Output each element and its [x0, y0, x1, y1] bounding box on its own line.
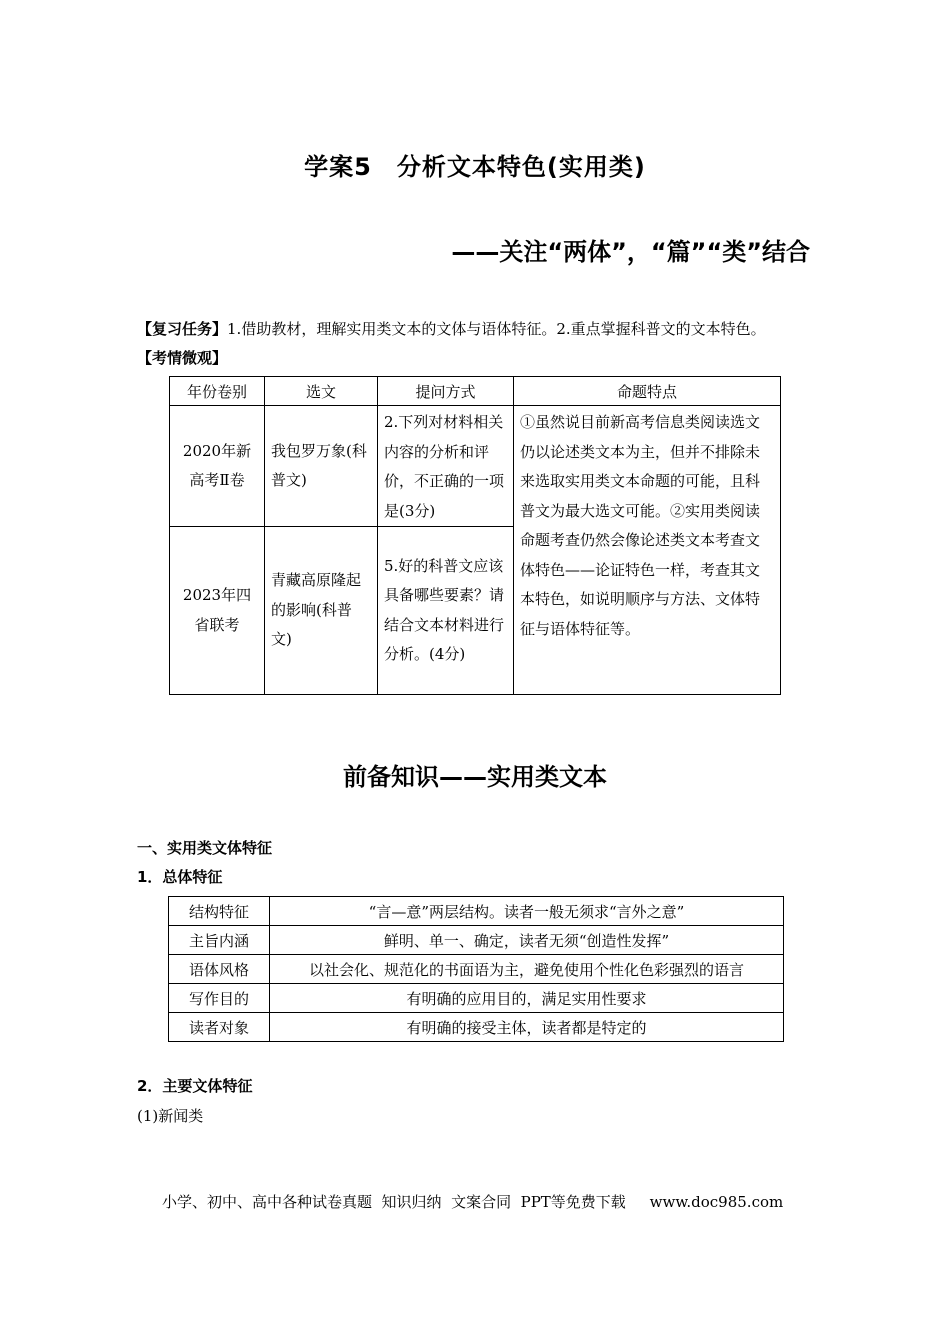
feature-key: 语体风格: [169, 955, 270, 984]
table-row: [169, 984, 784, 1013]
page-footer: 小学、初中、高中各种试卷真题 知识归纳 文案合同 PPT等免费下载 www.doc985.com: [162, 1193, 784, 1211]
table-row: [169, 1013, 784, 1042]
row-question: 5.好的科普文应该具备哪些要素？请结合文本材料进行分析。(4分): [378, 527, 514, 695]
exam-overview-label: 【考情微观】: [137, 349, 228, 367]
feature-value: “言—意”两层结构。读者一般无须求“言外之意”: [270, 897, 784, 926]
heading-news: (1)新闻类: [137, 1107, 204, 1125]
section-title: 前备知识——实用类文本: [343, 763, 607, 791]
row-year: 2023年四省联考: [170, 527, 265, 695]
overall-features-table: [168, 896, 784, 1042]
table-row: [169, 926, 784, 955]
row-question: 2.下列对材料相关内容的分析和评价，不正确的一项是(3分): [378, 406, 514, 527]
feature-value: 有明确的接受主体，读者都是特定的: [270, 1013, 784, 1042]
header-features: 命题特点: [514, 377, 781, 406]
heading-genre-features: 一、实用类文体特征: [137, 839, 273, 857]
review-task-text: 1.借助教材，理解实用类文本的文体与语体特征。2.重点掌握科普文的文本特色。: [227, 320, 766, 338]
header-text: 选文: [265, 377, 378, 406]
feature-value: 鲜明、单一、确定，读者无须“创造性发挥”: [270, 926, 784, 955]
table-row: [169, 955, 784, 984]
table-row: [169, 897, 784, 926]
feature-key: 主旨内涵: [169, 926, 270, 955]
page-title: 学案5 分析文本特色(实用类): [304, 153, 646, 181]
feature-value: 以社会化、规范化的书面语为主，避免使用个性化色彩强烈的语言: [270, 955, 784, 984]
feature-key: 写作目的: [169, 984, 270, 1013]
heading-main-features: 2．主要文体特征: [137, 1077, 253, 1095]
exam-overview-table: [169, 376, 781, 695]
row-year: 2020年新高考Ⅱ卷: [170, 406, 265, 527]
heading-overall-features: 1．总体特征: [137, 868, 223, 886]
table-row: [170, 406, 781, 527]
row-text: 青藏高原隆起的影响(科普文): [265, 527, 378, 695]
feature-value: 有明确的应用目的，满足实用性要求: [270, 984, 784, 1013]
review-task: [137, 318, 766, 339]
feature-key: 读者对象: [169, 1013, 270, 1042]
table-header-row: [170, 377, 781, 406]
feature-key: 结构特征: [169, 897, 270, 926]
header-year: 年份卷别: [170, 377, 265, 406]
header-question: 提问方式: [378, 377, 514, 406]
row-features: ①虽然说目前新高考信息类阅读选文仍以论述类文本为主，但并不排除未来选取实用类文本命题的可能，且科普文为最大选文可能。②实用类阅读命题考查仍然会像论述类文本考查文体特色——论证特色一样，考查其文本特色，如说明顺序与方法、文体特征与语体特征等。: [514, 406, 781, 695]
review-task-label: 【复习任务】: [137, 320, 228, 338]
page-subtitle: ——关注“两体”，“篇”“类”结合: [451, 238, 810, 266]
row-text: 我包罗万象(科普文): [265, 406, 378, 527]
